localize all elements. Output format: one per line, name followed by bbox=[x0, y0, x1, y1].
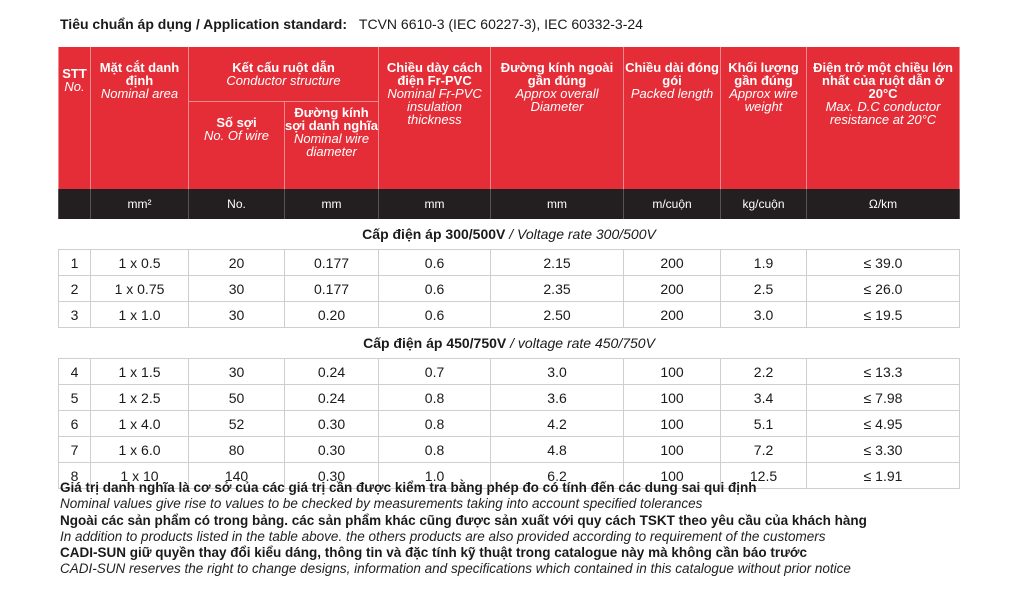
header-packed-en: Packed length bbox=[630, 86, 714, 101]
unit-cell: mm² bbox=[91, 189, 189, 219]
cell-area: 1 x 4.0 bbox=[91, 411, 189, 437]
table-row bbox=[59, 302, 960, 328]
unit-cell bbox=[59, 189, 91, 219]
cell-resistance: ≤ 39.0 bbox=[807, 250, 960, 276]
cell-stt: 2 bbox=[59, 276, 91, 302]
header-area-en: Nominal area bbox=[100, 86, 179, 101]
cell-packed: 200 bbox=[624, 276, 721, 302]
header-insulation-en: Nominal Fr-PVC insulation thickness bbox=[387, 86, 482, 127]
cell-weight: 2.5 bbox=[721, 276, 807, 302]
table-row bbox=[59, 411, 960, 437]
table-row bbox=[59, 437, 960, 463]
table-row bbox=[59, 250, 960, 276]
header-wire-dia-vn: Đường kính sợi danh nghĩa bbox=[285, 104, 379, 133]
header-overall-diameter bbox=[491, 47, 624, 189]
cell-insulation: 0.6 bbox=[379, 250, 491, 276]
cell-area: 1 x 1.0 bbox=[91, 302, 189, 328]
unit-cell: m/cuộn bbox=[624, 189, 721, 219]
cell-wires: 140 bbox=[189, 463, 285, 489]
cell-wires: 20 bbox=[189, 250, 285, 276]
note-en: CADI-SUN reserves the right to change designs, information and specifications which contained in this catalogue without prior notice bbox=[60, 561, 851, 577]
cell-wire-dia: 0.30 bbox=[285, 411, 379, 437]
cell-wires: 30 bbox=[189, 302, 285, 328]
header-insulation bbox=[379, 47, 491, 189]
cell-resistance: ≤ 26.0 bbox=[807, 276, 960, 302]
unit-cell: Ω/km bbox=[807, 189, 960, 219]
header-no-of-wire bbox=[189, 101, 285, 189]
note-vn: Giá trị danh nghĩa là cơ sở của các giá trị cần được kiểm tra bằng phép đo có tính đến các dung sai qui định bbox=[60, 480, 757, 495]
cell-area: 1 x 6.0 bbox=[91, 437, 189, 463]
cell-stt: 5 bbox=[59, 385, 91, 411]
cell-wires: 52 bbox=[189, 411, 285, 437]
header-wire-diameter bbox=[285, 101, 379, 189]
cell-overall-dia: 2.35 bbox=[491, 276, 624, 302]
unit-cell: No. bbox=[189, 189, 285, 219]
cell-wire-dia: 0.30 bbox=[285, 437, 379, 463]
header-conductor-structure bbox=[189, 47, 379, 101]
table-row bbox=[59, 359, 960, 385]
header-stt bbox=[59, 47, 91, 189]
cell-overall-dia: 3.6 bbox=[491, 385, 624, 411]
header-wires-en: No. Of wire bbox=[203, 127, 269, 143]
cell-weight: 12.5 bbox=[721, 463, 807, 489]
cell-area: 1 x 2.5 bbox=[91, 385, 189, 411]
cell-weight: 3.4 bbox=[721, 385, 807, 411]
cell-wire-dia: 0.24 bbox=[285, 385, 379, 411]
cell-insulation: 0.8 bbox=[379, 437, 491, 463]
cell-packed: 200 bbox=[624, 302, 721, 328]
cell-area: 1 x 1.5 bbox=[91, 359, 189, 385]
note-vn: CADI-SUN giữ quyền thay đổi kiểu dáng, thông tin và đặc tính kỹ thuật trong catalogue này mà không cần báo trước bbox=[60, 545, 807, 561]
header-stt-en: No. bbox=[64, 79, 85, 94]
header-stt-vn: STT bbox=[62, 66, 87, 81]
standard-label-en: / Application standard: bbox=[195, 16, 348, 32]
cell-stt: 4 bbox=[59, 359, 91, 385]
note-en: In addition to products listed in the table above. the others products are also provided according to requirement of the customers bbox=[60, 528, 826, 544]
application-standard bbox=[60, 16, 643, 32]
header-conductor-en: Conductor structure bbox=[226, 72, 341, 88]
units-row bbox=[59, 189, 960, 219]
cell-weight: 1.9 bbox=[721, 250, 807, 276]
section-title-300-500 bbox=[59, 219, 960, 250]
cell-resistance: ≤ 4.95 bbox=[807, 411, 960, 437]
header-nominal-area bbox=[91, 47, 189, 189]
cell-packed: 100 bbox=[624, 411, 721, 437]
cell-overall-dia: 4.8 bbox=[491, 437, 624, 463]
cell-area: 1 x 0.75 bbox=[91, 276, 189, 302]
unit-cell: kg/cuộn bbox=[721, 189, 807, 219]
table-row bbox=[59, 385, 960, 411]
section-title-450-750 bbox=[59, 328, 960, 359]
standard-value: TCVN 6610-3 (IEC 60227-3), IEC 60332-3-24 bbox=[358, 16, 643, 32]
header-overall-dia-vn: Đường kính ngoài gần đúng bbox=[500, 60, 614, 88]
unit-cell: mm bbox=[491, 189, 624, 219]
cell-wires: 80 bbox=[189, 437, 285, 463]
spec-table bbox=[58, 47, 960, 489]
section-title-en: / Voltage rate 300/500V bbox=[509, 226, 656, 242]
cell-insulation: 0.8 bbox=[379, 385, 491, 411]
section-title-en: / voltage rate 450/750V bbox=[510, 335, 655, 351]
cell-wires: 30 bbox=[189, 276, 285, 302]
cell-overall-dia: 2.15 bbox=[491, 250, 624, 276]
header-weight-vn: Khối lượng gần đúng bbox=[728, 60, 799, 88]
cell-weight: 2.2 bbox=[721, 359, 807, 385]
cell-resistance: ≤ 19.5 bbox=[807, 302, 960, 328]
cell-insulation: 0.6 bbox=[379, 276, 491, 302]
cell-wire-dia: 0.177 bbox=[285, 276, 379, 302]
cell-insulation: 0.7 bbox=[379, 359, 491, 385]
header-wire-dia-en: Nominal wire diameter bbox=[293, 130, 370, 159]
unit-cell: mm bbox=[379, 189, 491, 219]
cell-stt: 1 bbox=[59, 250, 91, 276]
cell-weight: 5.1 bbox=[721, 411, 807, 437]
cell-wires: 30 bbox=[189, 359, 285, 385]
header-packed-length bbox=[624, 47, 721, 189]
header-weight-en: Approx wire weight bbox=[729, 86, 798, 114]
cell-overall-dia: 6.2 bbox=[491, 463, 624, 489]
cell-overall-dia: 4.2 bbox=[491, 411, 624, 437]
header-resistance-en: Max. D.C conductor resistance at 20°C bbox=[825, 99, 941, 127]
header-packed-vn: Chiều dài đóng gói bbox=[625, 60, 719, 88]
cell-insulation: 1.0 bbox=[379, 463, 491, 489]
cell-packed: 100 bbox=[624, 385, 721, 411]
standard-label-vn: Tiêu chuẩn áp dụng bbox=[60, 16, 192, 32]
section-title-vn: Cấp điện áp 450/750V bbox=[363, 335, 507, 351]
cell-stt: 7 bbox=[59, 437, 91, 463]
cell-resistance: ≤ 3.30 bbox=[807, 437, 960, 463]
header-resistance-vn: Điện trở một chiều lớn nhất của ruột dẫn ở 20°C bbox=[813, 60, 953, 101]
cell-area: 1 x 0.5 bbox=[91, 250, 189, 276]
header-wires-vn: Số sợi bbox=[216, 114, 257, 130]
cell-stt: 8 bbox=[59, 463, 91, 489]
cell-resistance: ≤ 7.98 bbox=[807, 385, 960, 411]
cell-overall-dia: 2.50 bbox=[491, 302, 624, 328]
cell-wires: 50 bbox=[189, 385, 285, 411]
header-area-vn: Mặt cắt danh định bbox=[99, 60, 180, 88]
cell-resistance: ≤ 13.3 bbox=[807, 359, 960, 385]
table-row bbox=[59, 276, 960, 302]
cell-insulation: 0.6 bbox=[379, 302, 491, 328]
cell-stt: 6 bbox=[59, 411, 91, 437]
cell-weight: 3.0 bbox=[721, 302, 807, 328]
header-wire-weight bbox=[721, 47, 807, 189]
cell-wire-dia: 0.30 bbox=[285, 463, 379, 489]
header-overall-dia-en: Approx overall Diameter bbox=[515, 86, 599, 114]
section-title-vn: Cấp điện áp 300/500V bbox=[362, 226, 506, 242]
cell-resistance: ≤ 1.91 bbox=[807, 463, 960, 489]
cell-overall-dia: 3.0 bbox=[491, 359, 624, 385]
cell-wire-dia: 0.20 bbox=[285, 302, 379, 328]
cell-packed: 100 bbox=[624, 359, 721, 385]
cell-wire-dia: 0.24 bbox=[285, 359, 379, 385]
cell-insulation: 0.8 bbox=[379, 411, 491, 437]
header-insulation-vn: Chiều dày cách điện Fr-PVC bbox=[386, 60, 483, 88]
cell-packed: 100 bbox=[624, 437, 721, 463]
cell-area: 1 x 10 bbox=[91, 463, 189, 489]
footnotes bbox=[60, 480, 867, 578]
header-conductor-vn: Kết cấu ruột dẫn bbox=[232, 59, 335, 75]
note-en: Nominal values give rise to values to be checked by measurements taking into account specified tolerances bbox=[60, 496, 703, 512]
cell-packed: 200 bbox=[624, 250, 721, 276]
header-dc-resistance bbox=[807, 47, 960, 189]
note-vn: Ngoài các sản phẩm có trong bảng. các sản phẩm khác cũng được sản xuất với quy cách TSKT theo yêu cầu của khách hàng bbox=[60, 512, 867, 528]
cell-weight: 7.2 bbox=[721, 437, 807, 463]
cell-stt: 3 bbox=[59, 302, 91, 328]
cell-packed: 100 bbox=[624, 463, 721, 489]
cell-wire-dia: 0.177 bbox=[285, 250, 379, 276]
unit-cell: mm bbox=[285, 189, 379, 219]
